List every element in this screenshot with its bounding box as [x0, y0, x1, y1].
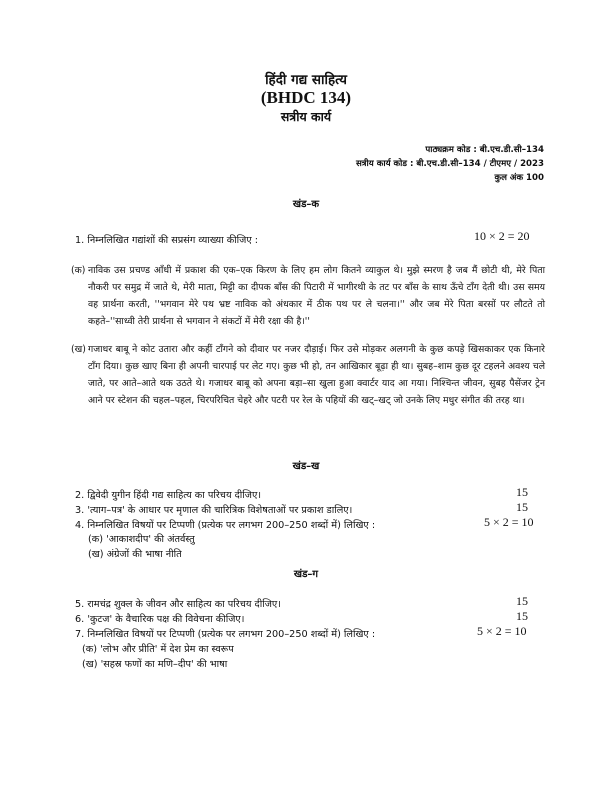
question-7-item-kh: (ख) 'सहस्र फणों का मणि–दीप' की भाषा	[82, 659, 228, 670]
section-heading-b: खंड–ख	[292, 461, 320, 472]
passage-kh-text: गजाधर बाबू ने कोट उतारा और कहीं टाँगने को दीवार पर नजर दौड़ाई। फिर उसे मोड़कर अलगनी के कुछ कपड़े खिसकाकर एक किनारे टाँग दिया। कुछ खाए बिना ही अपनी चारपाई पर लेट गए। कुछ भी हो, तन आखिकार बूढ़ा ही था। सुबह–शाम कुछ दूर टहलने अवश्य चले जाते, पर आते–आते थक उठते थे। गजाधर बाबू को अपना बड़ा–सा खुला हुआ क्वार्टर याद आ गया। निश्चिन्त जीवन, सुबह पैसेंजर ट्रेन आने पर स्टेशन की चहल–पहल, चिरपरिचित चेहरे और पटरी पर रेल के पहियों की खट्–खट् जो उनके लिए मधुर संगीत की तरह था।	[88, 344, 546, 406]
question-3: 3. 'त्याग–पत्र' के आधार पर मृणाल की चारित्रिक विशेषताओं पर प्रकाश डालिए।	[75, 505, 353, 516]
passage-k-text: नाविक उस प्रचण्ड आँधी में प्रकाश की एक–एक किरण के लिए हम लोग कितने व्याकुल थे। मुझे स्मरण है जब मैं छोटी थी, मेरे पिता नौकरी पर समुद्र में जाते थे, मेरी माता, मिट्टी का दीपक बाँस की पिटारी में भागीरथी के तट पर बाँस के साथ ऊँचे टाँग देती थी। उस समय वह प्रार्थना करती, ''भगवान मेरे पथ भ्रष्ट नाविक को अंधकार में ठीक पथ पर ले चलना।'' और जब मेरे पिता बरसों पर लौटते तो कहते–''साध्वी तेरी प्रार्थना से भगवान ने संकटों में मेरी रक्षा की है।''	[88, 265, 545, 327]
question-6: 6. 'कुटज' के वैचारिक पक्ष की विवेचना कीजिए।	[75, 614, 245, 625]
question-6-marks: 15	[516, 609, 528, 623]
question-5-marks: 15	[516, 594, 528, 608]
document-title: हिंदी गद्य साहित्य	[265, 72, 347, 88]
question-4: 4. निम्नलिखित विषयों पर टिप्पणी (प्रत्येक पर लगभग 200–250 शब्दों में) लिखिए :	[75, 520, 376, 531]
question-2-marks: 15	[516, 485, 528, 499]
passage-k-label: (क)	[71, 265, 86, 276]
question-4-item-kh: (ख) अंग्रेजों की भाषा नीति	[88, 549, 182, 560]
assignment-code: सत्रीय कार्य कोड : बी.एच.डी.सी–134 / टीएमए / 2023	[356, 159, 544, 169]
question-4-marks: 5 × 2 = 10	[484, 515, 534, 529]
question-7-marks: 5 × 2 = 10	[477, 624, 527, 638]
passage-k	[71, 262, 545, 330]
passage-kh-label: (ख)	[71, 344, 86, 355]
question-5: 5. रामचंद्र शुक्ल के जीवन और साहित्य का परिचय दीजिए।	[75, 599, 281, 610]
section-heading-c: खंड–ग	[293, 569, 319, 580]
total-marks: कुल अंक 100	[494, 173, 544, 183]
question-1-marks: 10 × 2 = 20	[474, 229, 530, 243]
course-code: पाठ्यक्रम कोड : बी.एच.डी.सी–134	[425, 145, 544, 155]
course-code-title: (BHDC 134)	[260, 88, 352, 107]
question-1: 1. निम्नलिखित गद्यांशों की सप्रसंग व्याख्या कीजिए :	[75, 235, 259, 246]
question-7: 7. निम्नलिखित विषयों पर टिप्पणी (प्रत्येक पर लगभग 200–250 शब्दों में) लिखिए :	[75, 629, 376, 640]
passage-kh	[71, 341, 546, 409]
question-3-marks: 15	[516, 500, 528, 514]
question-4-item-k: (क) 'आकाशदीप' की अंतर्वस्तु	[88, 534, 195, 545]
section-heading-a: खंड–क	[292, 199, 320, 210]
document-subtitle: सत्रीय कार्य	[280, 109, 332, 124]
question-2: 2. द्विवेदी युगीन हिंदी गद्य साहित्य का परिचय दीजिए।	[75, 490, 262, 501]
question-7-item-k: (क) 'लोभ और प्रीति' में देश प्रेम का स्वरूप	[82, 644, 234, 655]
